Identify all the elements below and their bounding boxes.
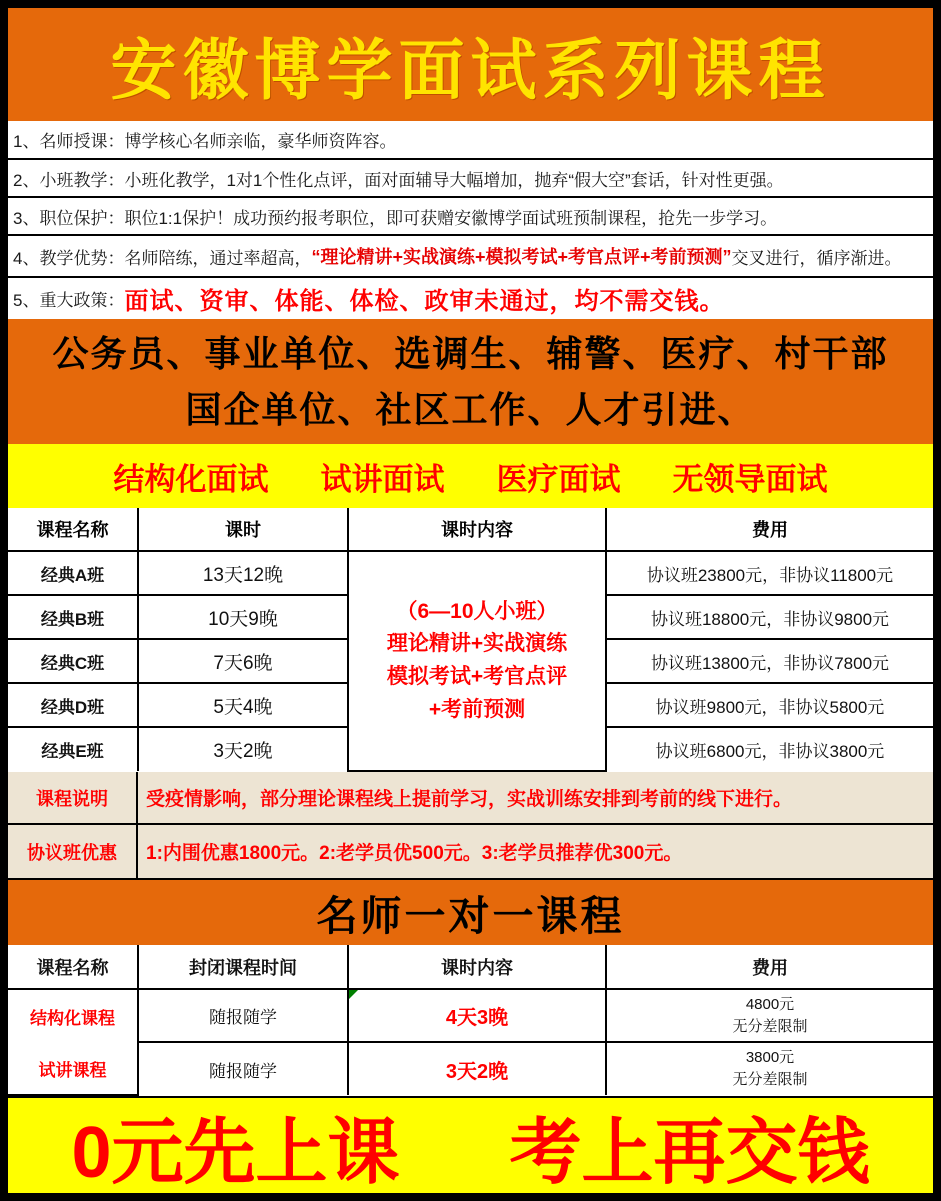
content-line: 理论精讲+实战演练 [386,632,568,656]
one-on-one-banner [8,878,933,945]
course-hours-cell: 5天4晚 [138,683,348,727]
feature-item-4 [8,236,933,278]
course-fee-cell: 协议班23800元，非协议11800元 [606,551,933,595]
table-row [8,1042,933,1095]
audience-banner [8,319,933,444]
cell-corner-marker-icon [349,990,358,999]
one-on-one-table [8,945,933,1096]
column-header-content: 课时内容 [348,508,606,551]
notes-section [8,772,933,878]
course-hours-cell: 10天9晚 [138,595,348,639]
duration-cell [348,1042,606,1095]
table-row [8,989,933,1042]
course-hours-cell: 3天2晚 [138,727,348,771]
content-line: （6—10人小班） [396,599,558,623]
column-header-fee: 费用 [606,945,933,989]
table-row [8,551,933,595]
content-line: +考前预测 [428,697,526,721]
note-label: 协议班优惠 [8,825,138,878]
fee-condition: 无分差限制 [732,1071,808,1088]
course-fee-cell: 协议班6800元，非协议3800元 [606,727,933,771]
feature-item-3 [8,198,933,236]
course-hours-cell: 7天6晚 [138,639,348,683]
fee-condition: 无分差限制 [732,1017,808,1035]
feature-text: 交叉进行，循序渐进。 [731,248,902,268]
fee-amount: 4800元 [745,995,795,1013]
column-header-course-name: 课程名称 [8,508,138,551]
course-name-cell: 经典B班 [8,595,138,639]
interview-type-leaderless: 无领导面试 [672,461,828,497]
note-text: 受疫情影响，部分理论课程线上提前学习，实战训练安排到考前的线下进行。 [146,789,793,810]
feature-text: 5、重大政策： [13,291,125,310]
course-name-cell: 经典D班 [8,683,138,727]
feature-text: 2、小班教学：小班化教学，1对1个性化点评，面对面辅导大幅增加，抛弃“假大空”套话，针对性更强。 [13,170,784,190]
page-title: 安徽博学面试系列课程 [110,33,831,107]
interview-type-structured: 结构化面试 [113,461,269,497]
fee-cell [606,1042,933,1095]
course-hours-cell: 13天12晚 [138,551,348,595]
column-header-schedule: 封闭课程时间 [138,945,348,989]
course-table-header-row [8,508,933,551]
audience-line-2: 国企单位、社区工作、人才引进、 [185,388,756,430]
feature-text: 4、教学优势：名师陪练，通过率超高， [13,248,312,268]
interview-type-medical: 医疗面试 [496,461,621,497]
column-header-course-name: 课程名称 [8,945,138,989]
content-line: 模拟考试+考官点评 [386,665,568,688]
course-name-structured: 结构化课程 [30,1008,115,1028]
course-fee-cell: 协议班18800元，非协议9800元 [606,595,933,639]
slogan-left: 0元先上课 [71,1112,400,1193]
one-on-one-course-names-cell [8,989,138,1095]
feature-policy-text: 面试、资审、体能、体检、政审未通过，均不需交钱。 [124,289,725,315]
one-on-one-banner-title: 名师一对一课程 [316,893,625,939]
course-name-lecture: 试讲课程 [38,1060,107,1080]
course-name-cell: 经典C班 [8,639,138,683]
feature-item-1 [8,121,933,160]
duration-text: 4天3晚 [445,1007,509,1029]
feature-list [8,121,933,319]
feature-item-2 [8,160,933,198]
duration-text: 3天2晚 [445,1060,509,1083]
course-name-cell: 经典E班 [8,727,138,771]
course-name-cell: 经典A班 [8,551,138,595]
slogan-right: 考上再交钱 [509,1112,870,1193]
one-on-one-header-row [8,945,933,989]
audience-line-1: 公务员、事业单位、选调生、辅警、医疗、村干部 [52,332,889,374]
schedule-cell: 随报随学 [138,1042,348,1095]
column-header-hours: 课时 [138,508,348,551]
note-row-discounts [8,825,933,878]
column-header-content: 课时内容 [348,945,606,989]
course-fee-cell: 协议班9800元，非协议5800元 [606,683,933,727]
feature-text: 3、职位保护：职位1:1保护！成功预约报考职位，即可获赠安徽博学面试班预制课程，抢先一步学习。 [13,208,778,228]
course-fee-cell: 协议班13800元，非协议7800元 [606,639,933,683]
fee-amount: 3800元 [745,1049,795,1067]
course-content-cell [348,551,606,771]
title-banner [8,8,933,121]
feature-item-5 [8,278,933,319]
note-label: 课程说明 [8,772,138,823]
note-row-course-description [8,772,933,825]
column-header-fee: 费用 [606,508,933,551]
fee-cell [606,989,933,1042]
feature-highlight-text: “理论精讲+实战演练+模拟考试+考官点评+考前预测” [311,247,732,267]
schedule-cell: 随报随学 [138,989,348,1042]
course-table [8,508,933,772]
duration-cell [348,989,606,1042]
slogan-banner [8,1096,933,1193]
note-text: 1:内围优惠1800元。2:老学员优500元。3:老学员推荐优300元。 [146,843,683,864]
interview-types-banner [8,444,933,508]
feature-text: 1、名师授课：博学核心名师亲临，豪华师资阵容。 [13,132,397,151]
interview-type-lecture: 试讲面试 [320,461,445,497]
